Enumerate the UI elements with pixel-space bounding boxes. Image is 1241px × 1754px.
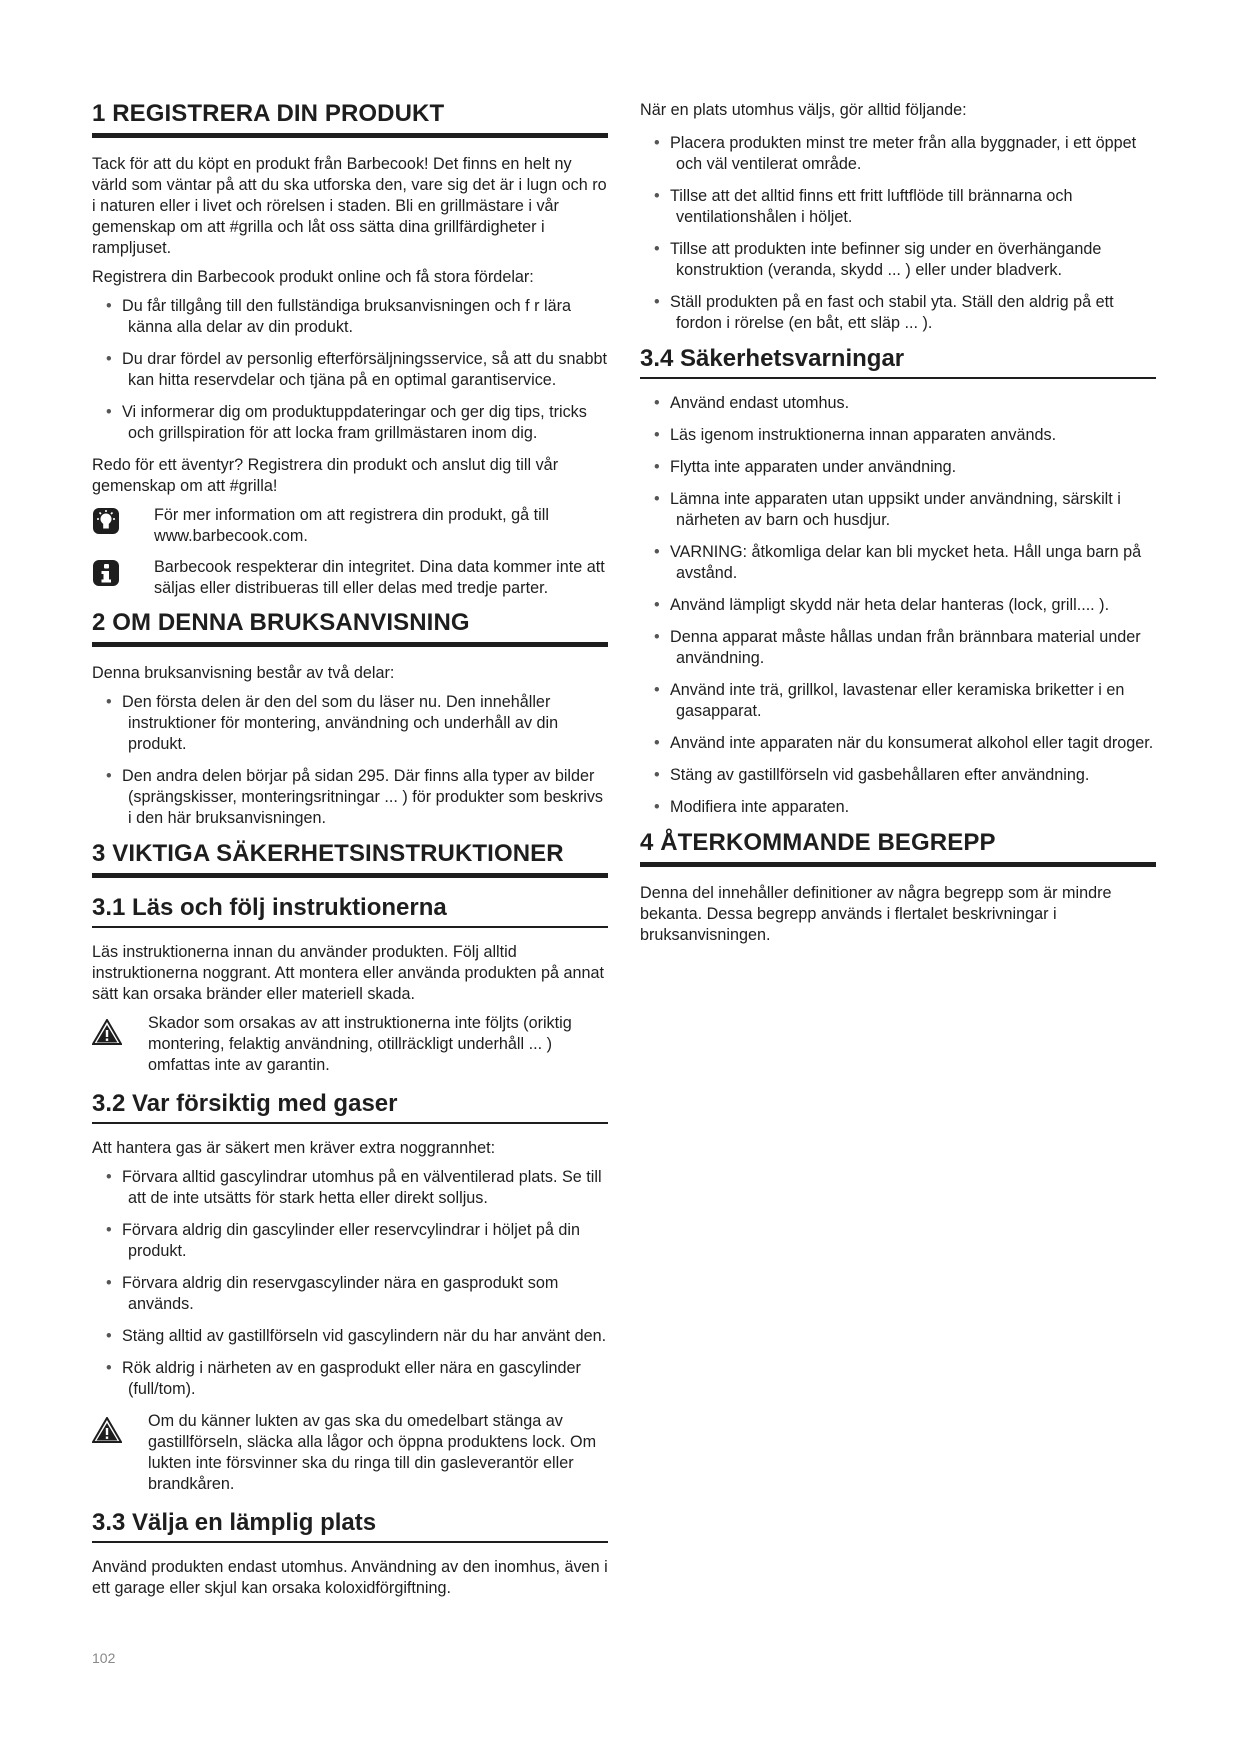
tip-text: För mer information om att registrera din produkt, gå till www.barbecook.com. — [154, 506, 549, 545]
lightbulb-icon — [92, 507, 122, 540]
gas-warning-note — [92, 1411, 608, 1495]
section-3-heading: 3 VIKTIGA SÄKERHETSINSTRUKTIONER — [92, 840, 608, 878]
page-number: 102 — [92, 1650, 116, 1666]
list-item: • Förvara alltid gascylindrar utomhus på en välventilerad plats. Se till att de inte utsätts för stark hetta eller direkt solljus. — [106, 1168, 602, 1207]
gas-warning-text: Om du känner lukten av gas ska du omedelbart stänga av gastillförseln, släcka alla lågor och öppna produktens lock. Om lukten inte försvinner ska du ringa till din gasleverantör eller brandkåren. — [148, 1412, 597, 1493]
list-item: • Denna apparat måste hållas undan från brännbara material under användning. — [654, 628, 1141, 667]
warning-icon — [92, 1417, 122, 1448]
tip-note — [92, 505, 608, 547]
section-3-1-heading: 3.1 Läs och följ instruktionerna — [92, 894, 608, 928]
list-item: • Vi informerar dig om produktuppdateringar och ger dig tips, tricks och grillspiration för att locka fram grillmästaren inom dig. — [106, 403, 587, 442]
list-item: • Du drar fördel av personlig efterförsäljningsservice, så att du snabbt kan hitta reservdelar och tjäna på en optimal garantiservice. — [106, 350, 607, 389]
list-item: • Den första delen är den del som du läser nu. Den innehåller instruktioner för montering, användning och underhåll av din produkt. — [106, 693, 559, 753]
list-item: • Modifiera inte apparaten. — [654, 798, 850, 816]
section-4-heading: 4 ÅTERKOMMANDE BEGREPP — [640, 829, 1156, 867]
section-3-3-bullet-list — [640, 133, 1156, 334]
list-item: • VARNING: åtkomliga delar kan bli mycket heta. Håll unga barn på avstånd. — [654, 543, 1142, 582]
warning-icon — [92, 1019, 122, 1050]
list-item: • Använd inte apparaten när du konsumerat alkohol eller tagit droger. — [654, 734, 1154, 752]
right-column — [640, 100, 1156, 954]
section-1-adventure-text: Redo för ett äventyr? Registrera din produkt och anslut dig till vår gemenskap om att #grilla! — [92, 456, 559, 495]
list-item: • Använd lämpligt skydd när heta delar hanteras (lock, grill.... ). — [654, 596, 1110, 614]
list-item: • Rök aldrig i närheten av en gasprodukt eller nära en gascylinder (full/tom). — [106, 1359, 581, 1398]
list-item: • Använd inte trä, grillkol, lavastenar eller keramiska briketter i en gasapparat. — [654, 681, 1125, 720]
list-item: • Placera produkten minst tre meter från alla byggnader, i ett öppet och väl ventilerat område. — [654, 134, 1137, 173]
section-3-4-heading: 3.4 Säkerhetsvarningar — [640, 345, 1156, 379]
list-item: • Läs igenom instruktionerna innan apparaten används. — [654, 426, 1057, 444]
section-4-text: Denna del innehåller definitioner av några begrepp som är mindre bekanta. Dessa begrepp används i flertalet beskrivningar i bruksanvisningen. — [640, 884, 1112, 944]
section-3-2-intro: Att hantera gas är säkert men kräver extra noggrannhet: — [92, 1139, 496, 1157]
list-item: • Ställ produkten på en fast och stabil yta. Ställ den aldrig på ett fordon i rörelse (en båt, ett släp ... ). — [654, 293, 1114, 332]
section-1-bullet-list — [92, 296, 608, 444]
section-3-4-bullet-list — [640, 393, 1156, 818]
list-item: • Stäng alltid av gastillförseln vid gascylindern när du har använt den. — [106, 1327, 607, 1345]
list-item: • Förvara aldrig din gascylinder eller reservcylindrar i höljet på din produkt. — [106, 1221, 580, 1260]
warning-text: Skador som orsakas av att instruktionerna inte följts (oriktig montering, felaktig användning, otillräckligt underhåll ... ) omfattas inte av garantin. — [148, 1014, 572, 1074]
info-text: Barbecook respekterar din integritet. Dina data kommer inte att säljas eller distribueras till eller delas med tredje parter. — [154, 558, 605, 597]
warning-note — [92, 1013, 608, 1076]
list-item: • Du får tillgång till den fullständiga bruksanvisningen och f r lära känna alla delar av din produkt. — [106, 297, 572, 336]
info-icon — [92, 559, 122, 592]
section-2-intro: Denna bruksanvisning består av två delar: — [92, 664, 395, 682]
section-3-2-heading: 3.2 Var försiktig med gaser — [92, 1090, 608, 1124]
section-1-register-text: Registrera din Barbecook produkt online och få stora fördelar: — [92, 268, 534, 286]
section-3-2-bullet-list — [92, 1167, 608, 1400]
list-item: • Tillse att det alltid finns ett fritt luftflöde till brännarna och ventilationshålen i höljet. — [654, 187, 1073, 226]
list-item: • Använd endast utomhus. — [654, 394, 850, 412]
list-item: • Flytta inte apparaten under användning. — [654, 458, 957, 476]
section-1-heading: 1 REGISTRERA DIN PRODUKT — [92, 100, 608, 138]
list-item: • Förvara aldrig din reservgascylinder nära en gasprodukt som används. — [106, 1274, 559, 1313]
section-1-intro: Tack för att du köpt en produkt från Barbecook! Det finns en helt ny värld som väntar på att du ska utforska den, vare sig det är i lugn och ro i naturen eller i livet och rörelsen i staden. Bli en grillmästare i vår gemenskap om att #grilla och låt oss sätta dina grillfärdigheter i rampljuset. — [92, 155, 607, 257]
list-item: • Den andra delen börjar på sidan 295. Där finns alla typer av bilder (sprängskisser, monteringsritningar ... ) för produkter som beskrivs i den här bruksanvisningen. — [106, 767, 604, 827]
list-item: • Tillse att produkten inte befinner sig under en överhängande konstruktion (veranda, skydd ... ) eller under bladverk. — [654, 240, 1102, 279]
info-note — [92, 557, 608, 599]
section-2-heading: 2 OM DENNA BRUKSANVISNING — [92, 609, 608, 647]
list-item: • Stäng av gastillförseln vid gasbehållaren efter användning. — [654, 766, 1090, 784]
section-3-3-heading: 3.3 Välja en lämplig plats — [92, 1509, 608, 1543]
section-3-3-text: Använd produkten endast utomhus. Användning av den inomhus, även i ett garage eller skjul kan orsaka koloxidförgiftning. — [92, 1558, 608, 1597]
left-column — [92, 100, 608, 1607]
section-2-bullet-list — [92, 692, 608, 829]
section-3-3-continued-text: När en plats utomhus väljs, gör alltid följande: — [640, 101, 967, 119]
section-3-1-text: Läs instruktionerna innan du använder produkten. Följ alltid instruktionerna noggrant. Att montera eller använda produkten på annat sätt kan orsaka bränder eller materiell skada. — [92, 943, 605, 1003]
list-item: • Lämna inte apparaten utan uppsikt under användning, särskilt i närheten av barn och husdjur. — [654, 490, 1121, 529]
